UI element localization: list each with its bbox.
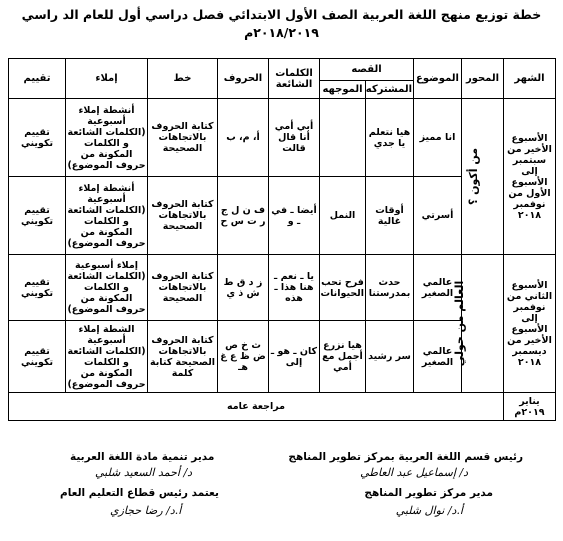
signature-right-name-2: أ.د/ نوال شلبي [395,504,463,517]
handwriting-cell: كتابة الحروف بالاتجاهات الصحيحة [148,177,218,255]
shared-story-cell: أوقات غالية [366,177,414,255]
header-story-shared: المشتركه [366,81,414,99]
guided-story-cell: هيا نزرع أجمل مع أمي [320,321,366,393]
guided-story-cell: فرح تحب الحيوانات [320,255,366,321]
handwriting-cell: كتابة الحروف بالاتجاهات الصحيحة كتابة كلمة [148,321,218,393]
table-row [9,255,556,321]
guided-story-cell: النمل [320,177,366,255]
page-title: خطة توزيع منهج اللغة العربية الصف الأول الابتدائي فصل دراسي أول للعام الد راسي [21,7,542,22]
shared-story-cell: حدث بمدرستنا [366,255,414,321]
table-row [9,99,556,177]
month-cell: الأسبوع الثاني من نوفمبر إلى الأسبوع الأخير من ديسمبر ٢٠١٨ [504,255,556,393]
words-cell: يا ـ نعم ـ هنا هذا ـ هذه [269,255,320,321]
header-topic: الموضوع [414,59,462,99]
signature-right-title: رئيس قسم اللغة العربية بمركز تطوير المناهج [288,451,523,463]
letters-cell: ف ن ل ج ر ت س ح [218,177,269,255]
month-cell: الأسبوع الأخير من سبتمبر إلى الأسبوع الأول من نوفمبر ٢٠١٨ [504,99,556,255]
review-row [9,393,556,421]
assessment-cell: تقييم تكويني [9,255,66,321]
header-assessment: تقييم [9,59,66,99]
words-cell: أبي أمي أنا قال قالت [269,99,320,177]
dictation-cell: الشطة إملاء أسبوعية (الكلمات الشائعة و الكلمات المكونة من حروف الموضوع) [66,321,148,393]
curriculum-table [8,58,556,421]
letters-cell: أ، م، ب [218,99,269,177]
dictation-cell: إملاء أسبوعية (الكلمات الشائعة و الكلمات المكونة من حروف الموضوع) [66,255,148,321]
letters-cell: ز د ق ط ش ذ ي [218,255,269,321]
signature-right-name: د/ إسماعيل عبد العاطي [360,466,468,479]
topic-cell: أسرتي [414,177,462,255]
assessment-cell: تقييم تكويني [9,177,66,255]
shared-story-cell: هيا نتعلم يا جدي [366,99,414,177]
header-words: الكلمات الشائعة [269,59,320,99]
header-dictation: إملاء [66,59,148,99]
header-letters: الحروف [218,59,269,99]
topic-cell: عالمي الصغير [414,321,462,393]
handwriting-cell: كتابة الحروف بالاتجاهات الصحيحة [148,255,218,321]
signature-left-title-2: يعتمد رئيس قطاع التعليم العام [60,487,219,499]
dictation-cell: أنشطة إملاء أسبوعية (الكلمات الشائعة و الكلمات المكونة من حروف الموضوع) [66,99,148,177]
assessment-cell: تقييم تكويني [9,99,66,177]
signature-left-title: مدير تنمية مادة اللغة العربية [70,451,215,463]
words-cell: أيضا ـ في ـ و [269,177,320,255]
signature-left-name-2: أ.د/ رضا حجازي [110,504,182,517]
signature-right-title-2: مدير مركز تطوير المناهج [364,487,493,499]
topic-cell: عالمي الصغير [414,255,462,321]
handwriting-cell: كتابة الحروف بالاتجاهات الصحيحة [148,99,218,177]
review-month-cell: يناير ٢٠١٩م [504,393,556,421]
axis-label: من أكون ؟ [466,147,480,205]
axis-cell [452,255,504,393]
shared-story-cell: سر رشيد [366,321,414,393]
axis-cell [462,99,504,255]
signature-left-name: د/ أحمد السعيد شلبي [95,466,193,479]
dictation-cell: أنشطة إملاء أسبوعية (الكلمات الشائعة و الكلمات المكونة من حروف الموضوع) [66,177,148,255]
header-month: الشهر [504,59,556,99]
guided-story-cell [320,99,366,177]
axis-label: العالم من حولي [452,280,466,366]
header-axis: المحور [462,59,504,99]
signatures-block [0,450,563,540]
header-story-guided: الموجهه [320,81,366,99]
page-subtitle-year: ٢٠١٨/٢٠١٩م [244,25,319,40]
header-story: القصه [320,59,414,81]
letters-cell: ث خ ص ض ظ ع غ هـ [218,321,269,393]
assessment-cell: تقييم تكويني [9,321,66,393]
review-label-cell: مراجعة عامه [9,393,504,421]
header-handwriting: خط [148,59,218,99]
topic-cell: انا مميز [414,99,462,177]
words-cell: كان ـ هو ـ إلى [269,321,320,393]
header-row [9,59,556,81]
